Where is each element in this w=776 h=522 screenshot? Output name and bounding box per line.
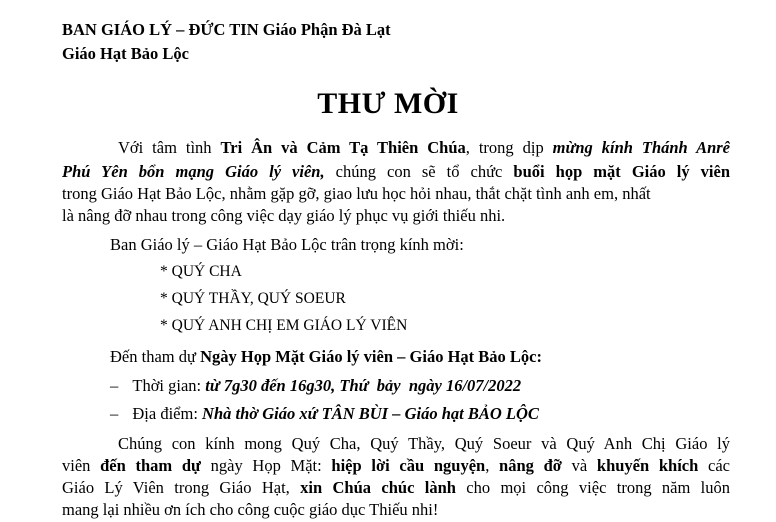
para1-emphasis: Tri Ân và Cảm Tạ Thiên Chúa [220, 138, 466, 157]
attend-text: Đến tham dự [110, 347, 201, 366]
org-header-line1: BAN GIÁO LÝ – ĐỨC TIN Giáo Phận Đà Lạt [62, 20, 391, 39]
event-name: Ngày Họp Mặt Giáo lý viên – Giáo Hạt Bảo Lộc: [200, 347, 542, 366]
para2-line2 [62, 456, 730, 476]
org-header-line2: Giáo Hạt Bảo Lộc [62, 44, 189, 63]
para1-text: , trong dịp [465, 138, 553, 157]
detail-label: Địa điểm: [132, 404, 203, 423]
para2-line3 [62, 478, 730, 498]
para2-text: ngày Họp Mặt: [200, 456, 332, 475]
para2-emphasis: xin Chúa chúc lành [300, 478, 456, 497]
detail-value: từ 7g30 đến 16g30, Thứ bảy ngày 16/07/2022 [205, 376, 522, 395]
para1-emphasis: Phú Yên bổn mạng Giáo lý viên, [62, 162, 325, 181]
invitee-item: * QUÝ THẦY, QUÝ SOEUR [160, 290, 346, 307]
para2-text: cho mọi công việc trong năm luôn [455, 478, 731, 497]
para1-line3: trong Giáo Hạt Bảo Lộc, nhằm gặp gỡ, giao lưu học hỏi nhau, thắt chặt tình anh em, nhất [62, 184, 651, 203]
dash-bullet: – [110, 376, 119, 395]
detail-label: Thời gian: [132, 376, 206, 395]
invite-intro: Ban Giáo lý – Giáo Hạt Bảo Lộc trân trọng kính mời: [110, 235, 464, 254]
para1-line4: là nâng đỡ nhau trong công việc dạy giáo lý phục vụ giới thiếu nhi. [62, 206, 506, 225]
para2-text: và [561, 456, 597, 475]
para1-line2 [62, 162, 730, 182]
invitee-item: * QUÝ CHA [160, 263, 242, 280]
para2-emphasis: hiệp lời cầu nguyện [331, 456, 486, 475]
para2-line4: mang lại nhiều ơn ích cho công cuộc giáo dục Thiếu nhi! [62, 500, 439, 519]
attend-line [110, 347, 542, 367]
para2-emphasis: nâng đỡ [499, 456, 562, 475]
para2-text: , [485, 456, 500, 475]
para1-line1 [118, 138, 730, 158]
para1-emphasis: mừng kính Thánh Anrê [552, 138, 730, 157]
detail-value: Nhà thờ Giáo xứ TÂN BÙI – Giáo hạt BẢO LỘC [202, 404, 539, 423]
para2-line1: Chúng con kính mong Quý Cha, Quý Thầy, Quý Soeur và Quý Anh Chị Giáo lý [118, 434, 730, 453]
para2-emphasis: khuyến khích [596, 456, 699, 475]
letter-title: THƯ MỜI [317, 87, 459, 120]
para1-emphasis: buổi họp mặt Giáo lý viên [513, 162, 730, 181]
detail-time [110, 376, 521, 396]
para2-text: các [698, 456, 730, 475]
para1-text: chúng con sẽ tổ chức [324, 162, 514, 181]
dash-bullet: – [110, 404, 119, 423]
para2-text: viên [62, 456, 101, 475]
para1-text: Với tâm tình [118, 138, 221, 157]
invitee-item: * QUÝ ANH CHỊ EM GIÁO LÝ VIÊN [160, 317, 408, 334]
detail-location [110, 404, 539, 424]
para2-text: Giáo Lý Viên trong Giáo Hạt, [62, 478, 301, 497]
para2-emphasis: đến tham dự [100, 456, 201, 475]
